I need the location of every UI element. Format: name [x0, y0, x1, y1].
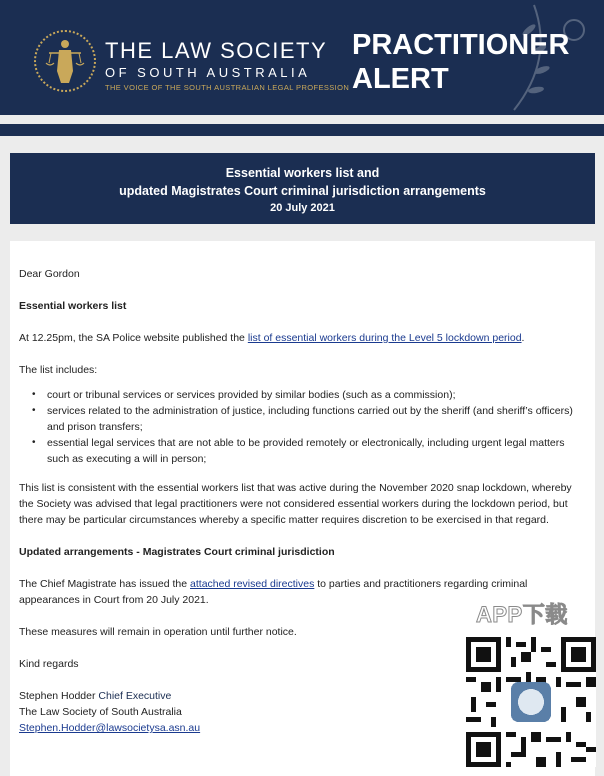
signature-email-link[interactable]: Stephen.Hodder@lawsocietysa.asn.au — [19, 722, 201, 734]
header-divider-stripe — [0, 124, 604, 136]
paragraph-text: . — [521, 332, 525, 344]
org-name-line1: THE LAW SOCIETY — [105, 38, 328, 63]
org-name-line2: OF SOUTH AUSTRALIA — [105, 65, 311, 80]
paragraph-text: to parties and practitioners regarding criminal appearances in Court from 20 July 2021. — [19, 578, 528, 606]
list-item: • services related to the administration of justice, including functions carried out by the sheriff (and sheriff’s officers) and prison transfers; — [19, 403, 585, 435]
paragraph-consistency: This list is consistent with the essential workers list that was active during the November 2020 snap lockdown, whereby the Society was advised that legal practitioners were not considered essential workers during the lockdown period, but there may be particular circumstances whereby a specific matter requires discretion to be exercised in that regard. — [19, 482, 572, 526]
signature-role: Chief Executive — [98, 690, 172, 702]
list-intro: The list includes: — [19, 364, 98, 376]
section-heading-essential-workers: Essential workers list — [19, 300, 127, 312]
paragraph-police-list — [19, 330, 585, 346]
paragraph-measures: These measures will remain in operation until further notice. — [19, 626, 297, 638]
app-download-watermark: APP下载 — [476, 602, 568, 627]
essential-services-list — [19, 387, 585, 467]
subject-line1: Essential workers list and — [225, 166, 380, 180]
closing: Kind regards — [19, 658, 79, 670]
list-item: • court or tribunal services or services provided by similar bodies (such as a commission); — [19, 387, 585, 403]
paragraph-text: The Chief Magistrate has issued the — [19, 578, 191, 590]
signature-org: The Law Society of South Australia — [19, 706, 182, 718]
alert-date: 20 July 2021 — [270, 202, 335, 214]
revised-directives-link[interactable]: attached revised directives — [190, 578, 315, 590]
essential-workers-list-link[interactable]: list of essential workers during the Level 5 lockdown period — [247, 332, 522, 344]
signature-name: Stephen Hodder — [19, 690, 96, 702]
laurel-decoration-icon — [494, 0, 604, 115]
list-item: • essential legal services that are not able to be provided remotely or electronically, including urgent legal matters such as executing a will in person; — [19, 435, 585, 467]
justice-figure-icon — [45, 37, 85, 85]
qr-code-icon[interactable] — [466, 637, 596, 767]
greeting: Dear Gordon — [19, 268, 80, 280]
subject-line2: updated Magistrates Court criminal jurisdiction arrangements — [119, 184, 486, 198]
alert-title-line2: ALERT — [352, 63, 449, 95]
alert-title-line1: PRACTITIONER — [352, 29, 570, 61]
org-tagline: THE VOICE OF THE SOUTH AUSTRALIAN LEGAL PROFESSION — [105, 83, 350, 92]
paragraph-text: At 12.25pm, the SA Police website published the — [19, 332, 248, 344]
law-society-logo — [34, 30, 96, 92]
alert-subject-box — [10, 153, 595, 224]
section-heading-magistrates-court: Updated arrangements - Magistrates Court criminal jurisdiction — [19, 546, 335, 558]
header-banner — [0, 0, 604, 115]
